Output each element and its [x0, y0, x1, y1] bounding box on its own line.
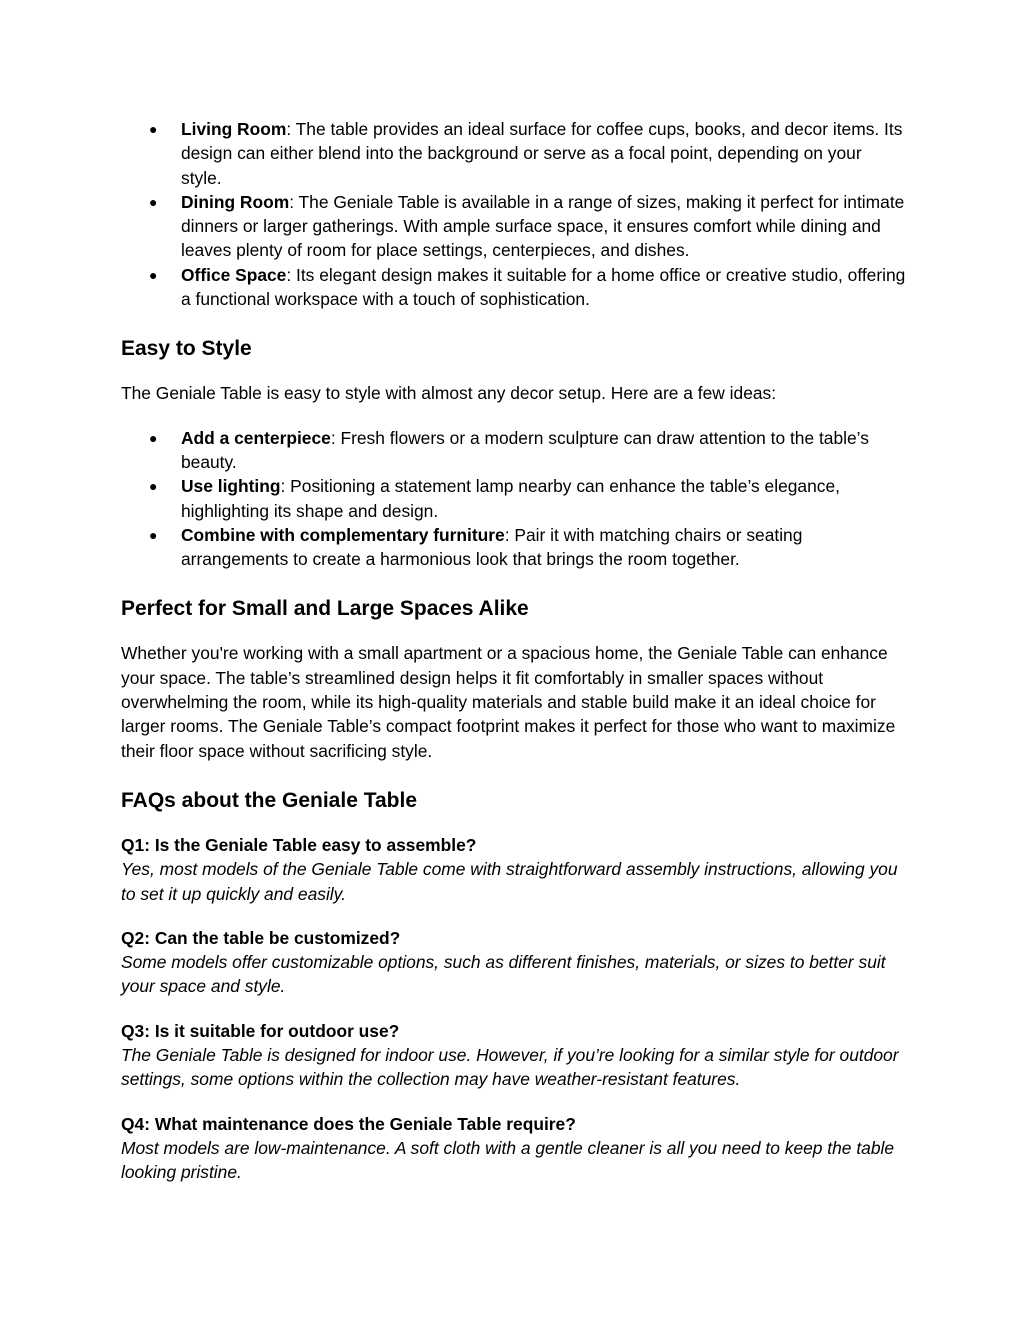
list-item-text: : Its elegant design makes it suitable for a home office or creative studio, offering a functional workspace with a touch of sophistication. [181, 264, 906, 310]
faq-question: Q2: Can the table be customized? [121, 927, 401, 948]
list-item-text: : Pair it with matching chairs or seating arrangements to create a harmonious look that brings the room together. [181, 524, 803, 570]
list-item [121, 426, 906, 475]
list-item [121, 523, 906, 572]
faq-item [121, 1019, 906, 1092]
faq-answer: Most models are low-maintenance. A soft cloth with a gentle cleaner is all you need to keep the table looking pristine. [121, 1137, 895, 1183]
list-item-text: : The Geniale Table is available in a range of sizes, making it perfect for intimate dinners or larger gatherings. With ample surface space, it ensures comfort while dining and leaves plenty of room for place settings, centerpieces, and dishes. [181, 191, 905, 261]
faq-question: Q1: Is the Geniale Table easy to assemble? [121, 834, 477, 855]
faq-item [121, 926, 906, 999]
bullet-icon: ● [149, 193, 158, 210]
list-item-term: Living Room [181, 119, 287, 139]
faq-question: Q3: Is it suitable for outdoor use? [121, 1020, 400, 1041]
list-item [121, 117, 906, 190]
bullet-icon: ● [149, 266, 158, 283]
list-item [121, 474, 906, 523]
bullet-icon: ● [149, 478, 158, 495]
section-heading-style: Easy to Style [121, 337, 252, 361]
section-heading-spaces: Perfect for Small and Large Spaces Alike [121, 597, 529, 621]
style-intro-paragraph: The Geniale Table is easy to style with almost any decor setup. Here are a few ideas: [121, 383, 777, 404]
list-item-term: Combine with complementary furniture [181, 524, 505, 545]
spaces-paragraph: Whether you're working with a small apartment or a spacious home, the Geniale Table can enhance your space. The table’s streamlined design helps it fit comfortably in smaller spaces without overwhelming the room, while its high-quality materials and stable build make it an ideal choice for larger rooms. The Geniale Table’s compact footprint makes it perfect for those who want to maximize their floor space without sacrificing style. [121, 643, 896, 761]
faq-item [121, 833, 906, 906]
list-item-term: Dining Room [181, 191, 290, 212]
list-item-term: Add a centerpiece [181, 427, 331, 448]
faq-item [121, 1112, 906, 1185]
room-use-list [121, 117, 906, 311]
bullet-icon: ● [149, 429, 158, 446]
list-item-text: : Positioning a statement lamp nearby can enhance the table’s elegance, highlighting its shape and design. [181, 476, 840, 521]
list-item-text: : Fresh flowers or a modern sculpture can draw attention to the table’s beauty. [181, 427, 869, 472]
list-item-text: : The table provides an ideal surface for coffee cups, books, and decor items. Its design can either blend into the background or serve as a focal point, depending on your style. [181, 119, 903, 188]
list-item [121, 190, 906, 263]
faq-answer: Some models offer customizable options, such as different finishes, materials, or sizes to better suit your space and style. [121, 952, 886, 997]
list-item [121, 263, 906, 312]
list-item-term: Office Space [181, 264, 287, 285]
list-item-term: Use lighting [181, 476, 281, 497]
section-heading-faqs: FAQs about the Geniale Table [121, 788, 417, 812]
faq-answer: Yes, most models of the Geniale Table come with straightforward assembly instructions, allowing you to set it up quickly and easily. [121, 859, 898, 904]
bullet-icon: ● [149, 121, 158, 137]
faq-answer: The Geniale Table is designed for indoor use. However, if you’re looking for a similar style for outdoor settings, some options within the collection may have weather-resistant features. [121, 1045, 899, 1090]
faq-question: Q4: What maintenance does the Geniale Table require? [121, 1113, 576, 1134]
style-ideas-list [121, 426, 906, 572]
document-page [121, 117, 906, 1185]
bullet-icon: ● [149, 526, 158, 543]
